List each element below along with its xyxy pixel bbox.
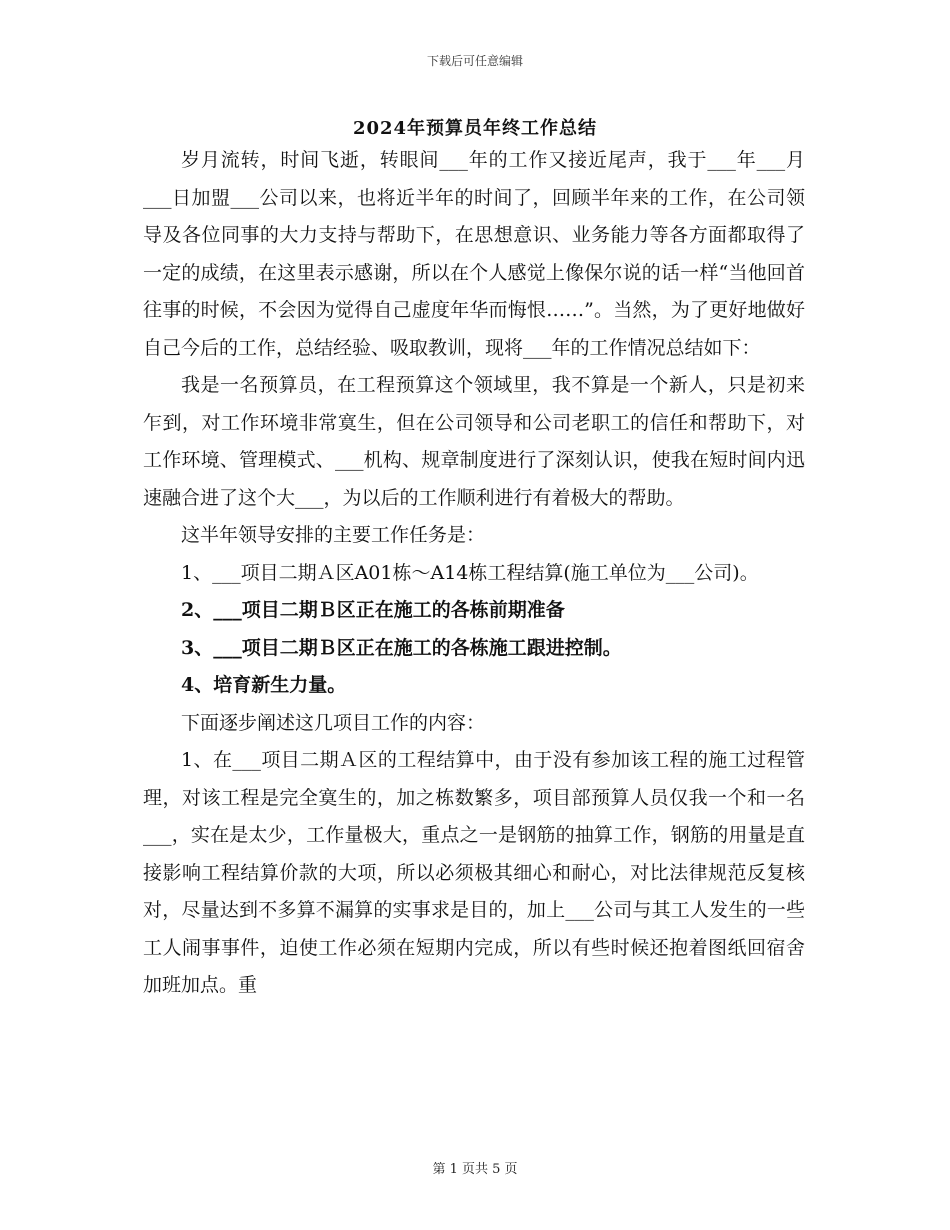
task-item-2: 2、___项目二期Ｂ区正在施工的各栋前期准备 [181,599,565,621]
task-item-1: 1、___项目二期Ａ区A01栋～A14栋工程结算(施工单位为___公司)。 [181,561,759,584]
page-footer: 第 1 页共 5 页 [432,1162,518,1177]
paragraph-self-intro: 我是一名预算员，在工程预算这个领域里，我不算是一个新人，只是初来乍到，对工作环境非常寞生，但在公司领导和公司老职工的信任和帮助下，对工作环境、管理模式、___机构、规章制度进行了深刻认识，使我在短时间内迅速融合进了这个大___，为以后的工作顺利进行有着极大的帮助。 [143,374,805,509]
page-header: 下载后可任意编辑 [426,54,523,68]
document-title: 2024年预算员年终工作总结 [352,118,598,139]
paragraph-detail-1: 1、在___项目二期Ａ区的工程结算中，由于没有参加该工程的施工过程管理，对该工程是完全寞生的，加之栋数繁多，项目部预算人员仅我一个和一名___，实在是太少，工作量极大，重点之一是钢筋的抽算工作，钢筋的用量是直接影响工程结算价款的大项，所以必须极其细心和耐心，对比法律规范反复核对，尽量达到不多算不漏算的实事求是目的，加上___公司与其工人发生的一些工人闹事事件，迫使工作必须在短期内完成，所以有些时候还抱着图纸回宿舍加班加点。重 [143,749,805,996]
paragraph-task-heading: 这半年领导安排的主要工作任务是： [181,524,486,546]
paragraph-details-heading: 下面逐步阐述这几项目工作的内容： [181,711,486,734]
paragraph-intro: 岁月流转，时间飞逝，转眼间___年的工作又接近尾声，我于___年___月___日加盟___公司以来，也将近半年的时间了，回顾半年来的工作，在公司领导及各位同事的大力支持与帮助下，在思想意识、业务能力等各方面都取得了一定的成绩，在这里表示感谢，所以在个人感觉上像保尔说的话一样“当他回首往事的时候，不会因为觉得自己虚度年华而悔恨……”。当然，为了更好地做好自己今后的工作，总结经验、吸取教训，现将___年的工作情况总结如下： [143,149,805,359]
task-item-3: 3、___项目二期Ｂ区正在施工的各栋施工跟进控制。 [181,636,622,659]
document-body [143,142,805,1005]
task-item-4: 4、培育新生力量。 [181,674,347,696]
